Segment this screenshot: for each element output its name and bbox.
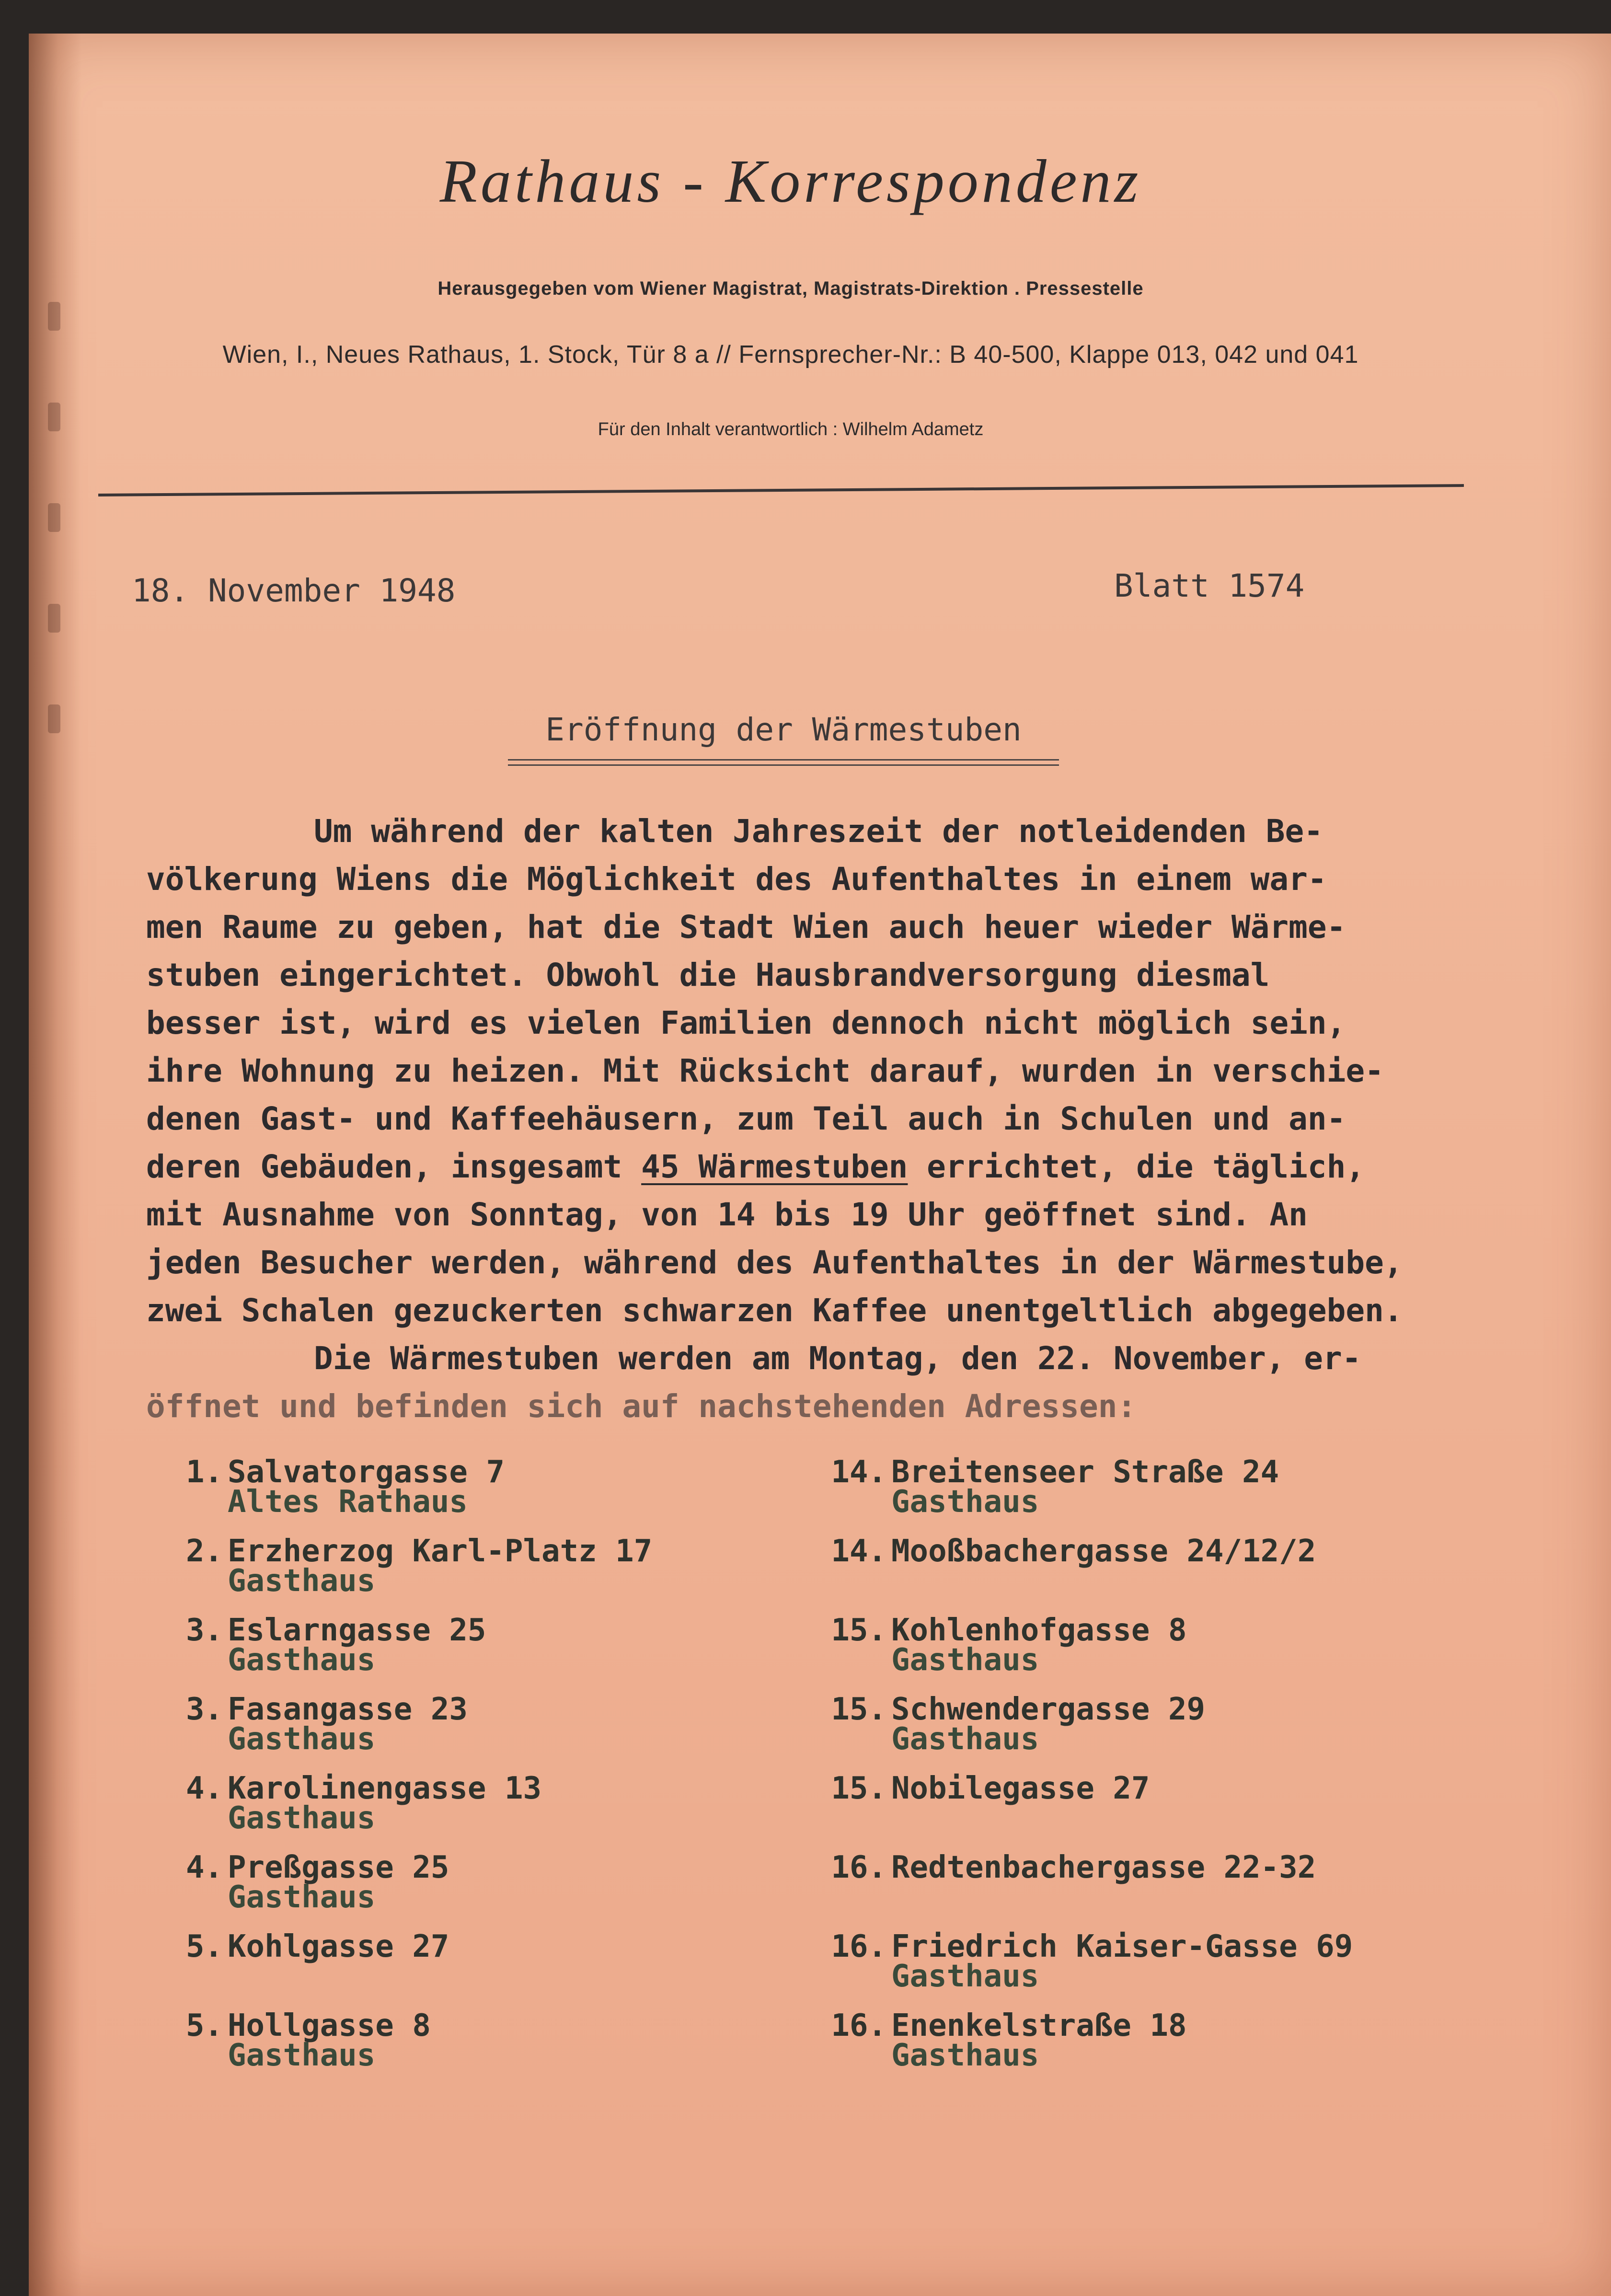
sheet-number: Blatt 1574 [1114,567,1305,604]
district-number: 3. [185,1613,223,1648]
body-line: zwei Schalen gezuckerten schwarzen Kaffee unentgeltlich abgegeben. [146,1292,1403,1329]
document-date: 18. November 1948 [132,572,456,609]
address-line: Wien, I., Neues Rathaus, 1. Stock, Tür 8 a // Fernsprecher-Nr.: B 40-500, Klappe 013, 042 und 041 [222,341,1359,369]
street-address: Friedrich Kaiser-Gasse 69 [891,1929,1353,1964]
headline-text: Eröffnung der Wärmestuben [545,711,1022,748]
edge-mark [48,704,60,733]
body-line: men Raume zu geben, hat die Stadt Wien auch heuer wieder Wärme- [146,909,1346,946]
district-number: 5. [185,1929,223,1964]
street-address: Karolinengasse 13 [228,1771,542,1806]
body-line [146,1143,1526,1191]
body-line: Um während der kalten Jahreszeit der notleidenden Be- [314,813,1323,850]
district-number: 3. [185,1692,223,1727]
district-number: 5. [185,2008,223,2043]
body-line-start: deren Gebäuden, insgesamt [146,1148,642,1185]
street-address: Hollgasse 8 [228,2008,431,2043]
district-number: 2. [185,1534,223,1569]
district-number: 4. [185,1850,223,1885]
body-line: jeden Besucher werden, während des Aufenthaltes in der Wärmestube, [146,1244,1403,1281]
article-body [146,808,1526,1431]
street-address: Erzherzog Karl-Platz 17 [228,1534,653,1569]
body-line: besser ist, wird es vielen Familien dennoch nicht möglich sein, [146,1004,1346,1041]
body-line-end: errichtet, die täglich, [908,1148,1365,1185]
street-address: Eslarngasse 25 [228,1613,486,1648]
district-number: 14. [831,1454,886,1490]
publisher-line: Herausgegeben vom Wiener Magistrat, Magistrats-Direktion . Pressestelle [437,278,1144,299]
venue-note: Gasthaus [891,1721,1039,1757]
venue-note: Altes Rathaus [228,1484,468,1520]
body-line: stuben eingerichtet. Obwohl die Hausbrandversorgung diesmal [146,957,1270,993]
street-address: Salvatorgasse 7 [228,1454,505,1490]
page-edge-marks [29,302,72,805]
venue-note: Gasthaus [891,1959,1039,1994]
venue-note: Gasthaus [228,1721,376,1757]
district-number: 4. [185,1771,223,1806]
body-line: mit Ausnahme von Sonntag, von 14 bis 19 Uhr geöffnet sind. An [146,1196,1308,1233]
body-line: ihre Wohnung zu heizen. Mit Rücksicht darauf, wurden in verschie- [146,1052,1384,1089]
venue-note: Gasthaus [228,1642,376,1678]
venue-note: Gasthaus [891,2038,1039,2073]
district-number: 15. [831,1613,886,1648]
street-address: Mooßbachergasse 24/12/2 [891,1534,1316,1569]
district-number: 16. [831,1850,886,1885]
street-address: Nobilegasse 27 [891,1771,1150,1806]
street-address: Breitenseer Straße 24 [891,1454,1279,1490]
venue-note: Gasthaus [891,1484,1039,1520]
district-number: 1. [185,1454,223,1490]
edge-mark [48,604,60,633]
street-address: Kohlgasse 27 [228,1929,449,1964]
edge-mark [48,302,60,331]
street-address: Kohlenhofgasse 8 [891,1613,1187,1648]
article-headline [508,711,1059,766]
district-number: 15. [831,1692,886,1727]
street-address: Fasangasse 23 [228,1692,468,1727]
highlighted-count: 45 Wärmestuben [641,1148,908,1185]
headline-double-underline [508,759,1059,766]
venue-note: Gasthaus [891,1642,1039,1678]
body-line: völkerung Wiens die Möglichkeit des Aufenthaltes in einem war- [146,861,1327,898]
street-address: Preßgasse 25 [228,1850,449,1885]
body-line: denen Gast- und Kaffeehäusern, zum Teil auch in Schulen und an- [146,1100,1346,1137]
street-address: Schwendergasse 29 [891,1692,1206,1727]
edge-mark [48,503,60,532]
venue-note: Gasthaus [228,2038,376,2073]
header-divider [98,484,1464,496]
edge-mark [48,403,60,431]
body-line: Die Wärmestuben werden am Montag, den 22. November, er- [314,1340,1361,1377]
street-address: Redtenbachergasse 22-32 [891,1850,1316,1885]
responsible-line: Für den Inhalt verantwortlich : Wilhelm Adametz [598,419,984,439]
venue-note: Gasthaus [228,1800,376,1836]
district-number: 16. [831,1929,886,1964]
document-page [29,34,1611,2296]
venue-note: Gasthaus [228,1880,376,1915]
district-number: 16. [831,2008,886,2043]
masthead-title: Rathaus - Korrespondenz [439,147,1142,215]
district-number: 14. [831,1534,886,1569]
district-number: 15. [831,1771,886,1806]
body-line: öffnet und befinden sich auf nachstehenden Adressen: [146,1388,1137,1425]
street-address: Enenkelstraße 18 [891,2008,1187,2043]
venue-note: Gasthaus [228,1563,376,1599]
